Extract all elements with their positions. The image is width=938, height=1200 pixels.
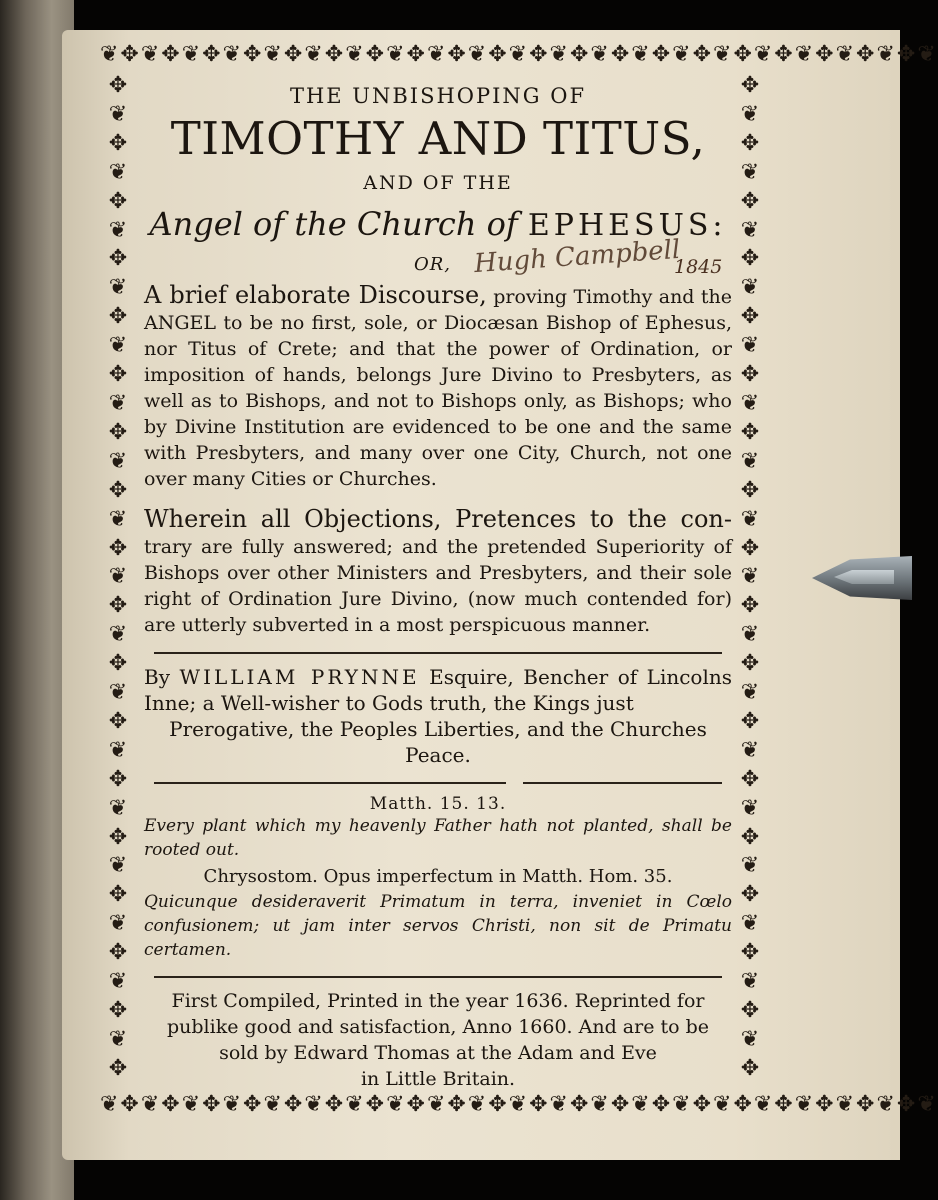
- matthew-quote: Every plant which my heavenly Father hath not planted, shall be rooted out.: [144, 816, 732, 860]
- author-block: [144, 664, 732, 768]
- chrysostom-quote: Quicunque desideraverit Primatum in terra, inveniet in Cœlo confusionem; ut jam inter servos Christi, non sit de Primatu certamen.: [144, 892, 732, 960]
- ornament-border-top: ❦✥❦✥❦✥❦✥❦✥❦✥❦✥❦✥❦✥❦✥❦✥❦✥❦✥❦✥❦✥❦✥❦✥❦✥❦✥❦✥❦: [100, 42, 938, 67]
- divider-rule: [154, 652, 722, 654]
- handwritten-signature: Hugh Campbell: [473, 234, 682, 280]
- imprint-line-1: First Compiled, Printed in the year 1636. Reprinted for: [171, 990, 705, 1012]
- matthew-reference: Matth. 15. 13.: [369, 794, 507, 814]
- handwritten-year: 1845: [674, 256, 723, 278]
- wherein-paragraph: [144, 506, 732, 638]
- divider-rule-lower: [154, 976, 722, 978]
- author-description: Esquire, Bencher of Lincolns Inne; a Well-wisher to Gods truth, the Kings just: [144, 665, 733, 715]
- imprint-line-2: publike good and satisfaction, Anno 1660. And are to be: [166, 1016, 709, 1038]
- title-line-4-italic: Angel of the Church of: [149, 205, 518, 243]
- or-label: OR,: [414, 254, 452, 275]
- description-paragraph: [144, 282, 732, 492]
- description-body: proving Timothy and the ANGEL to be no first, sole, or Diocæsan Bishop of Ephesus, nor Titus of Crete; and that the power of Ordination, or imposition of hands, belongs Jure Divino to Presbyters, as well as to Bishops, and not to Bishops only, as Bishops; who by Divine Institution are evidenced to be one and the same with Presbyters, and many over one City, Church, not one over many Cities or Churches.: [144, 286, 732, 490]
- title-line-1: THE UNBISHOPING OF: [289, 84, 587, 108]
- by-prefix: By: [144, 665, 170, 689]
- title-line-2: TIMOTHY AND TITUS,: [170, 112, 706, 165]
- or-line: [144, 234, 732, 282]
- imprint-block: [144, 988, 732, 1092]
- ornament-border-left: ✥ ❦ ✥ ❦ ✥ ❦ ✥ ❦ ✥ ❦ ✥ ❦ ✥ ❦ ✥ ❦ ✥ ❦ ✥ ❦ ✥ ❦ ✥ ❦ ✥ ❦ ✥ ❦ ✥ ❦ ✥ ❦ ✥ ❦ ✥: [108, 73, 128, 1081]
- ornament-border-bottom: ❦✥❦✥❦✥❦✥❦✥❦✥❦✥❦✥❦✥❦✥❦✥❦✥❦✥❦✥❦✥❦✥❦✥❦✥❦✥❦✥❦: [100, 1092, 938, 1117]
- author-name: WILLIAM PRYNNE: [179, 665, 420, 689]
- title-page-text: [144, 82, 733, 1090]
- ornament-border-right: ✥ ❦ ✥ ❦ ✥ ❦ ✥ ❦ ✥ ❦ ✥ ❦ ✥ ❦ ✥ ❦ ✥ ❦ ✥ ❦ ✥ ❦ ✥ ❦ ✥ ❦ ✥ ❦ ✥ ❦ ✥ ❦ ✥ ❦ ✥: [740, 73, 760, 1081]
- title-line-4-caps: EPHESUS:: [527, 208, 727, 243]
- author-description-last: Prerogative, the Peoples Liberties, and the Churches Peace.: [169, 717, 707, 767]
- imprint-line-4: in Little Britain.: [360, 1068, 516, 1090]
- description-lead: A brief elaborate Discourse,: [144, 281, 487, 309]
- imprint-line-3: sold by Edward Thomas at the Adam and Eve: [219, 1042, 657, 1064]
- divider-rule-split: [154, 782, 722, 784]
- wherein-body: trary are fully answered; and the pretended Superiority of Bishops over other Ministers and Presbyters, and their sole right of Ordination Jure Divino, (now much contended for) are utterly subverted in a most perspicuous manner.: [144, 536, 732, 636]
- wherein-lead: Wherein all Objections, Pretences to the con-: [144, 505, 732, 533]
- title-line-3: AND OF THE: [363, 172, 513, 194]
- chrysostom-reference: Chrysostom. Opus imperfectum in Matth. Hom. 35.: [203, 866, 673, 887]
